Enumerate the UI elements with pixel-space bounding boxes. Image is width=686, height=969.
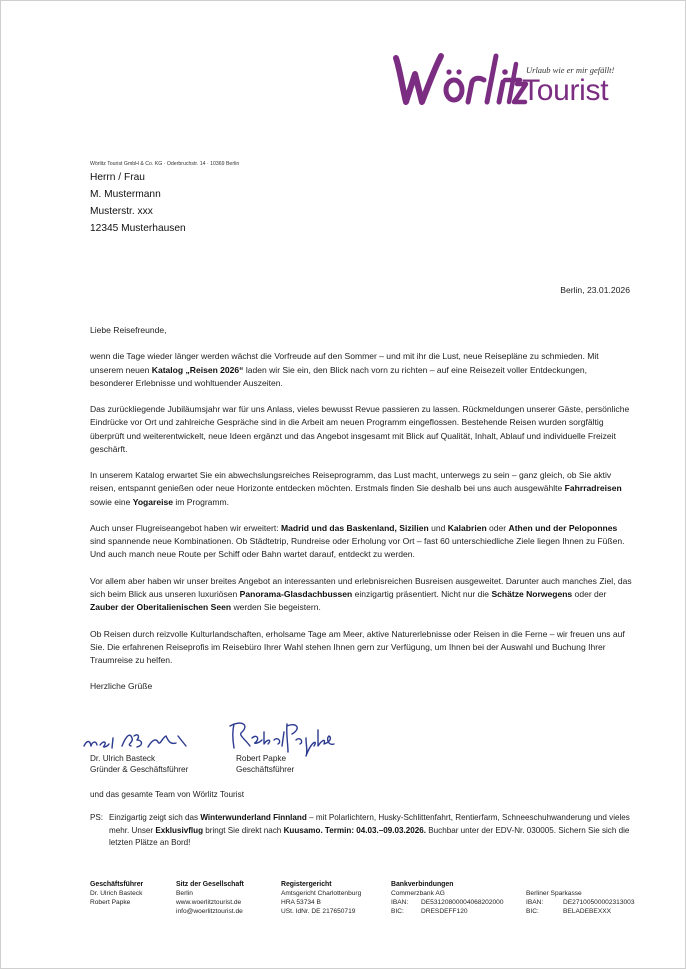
footer-seat: Sitz der Gesellschaft Berlin www.woerlitztourist.de info@woerlitztourist.de <box>176 881 244 916</box>
salutation: Liebe Reisefreunde, <box>90 325 167 335</box>
signer-title: Gründer & Geschäftsführer <box>90 765 189 774</box>
recipient-line: Musterstr. xxx <box>90 206 153 217</box>
recipient-line: M. Mustermann <box>90 189 161 200</box>
catalog-highlight: Katalog „Reisen 2026“ <box>151 364 244 375</box>
closing: Herzliche Grüße <box>90 681 153 692</box>
footer-bank-2: Berliner Sparkasse IBAN: DE27100500002313003 BIC: BELADEBEXXX <box>526 890 635 916</box>
paragraph-3: In unserem Katalog erwartet Sie ein abwechslungsreiches Reiseprogramm, das Lust macht, unterwegs zu sein – ganz gleich, ob Sie aktiv reisen, entspannt genießen oder neue Horizonte entdecken möchten. Erstmals finden Sie deshalb bei uns auch ausgewählte Fahrradreisen sowie eine Yogareise im Programm. <box>90 470 622 507</box>
signer-ulrich-basteck <box>90 753 188 775</box>
ps-label: PS: <box>90 813 104 822</box>
signature-block <box>82 718 382 780</box>
letter-body <box>90 324 632 707</box>
paragraph-4: Auch unser Flugreiseangebot haben wir erweitert: Madrid und das Baskenland, Sizilien und Kalabrien oder Athen und der Peloponnes sind spannende neue Kombinationen. Ob Städtetrip, Rundreise oder Erholung vor Ort – fast 60 unterschiedliche Ziele liegen Ihnen zu Füßen. Und auch manch neue Route per Schiff oder Bahn wartet darauf, entdeckt zu werden. <box>90 522 625 560</box>
letter-date: Berlin, 23.01.2026 <box>560 285 630 295</box>
footer-management: Geschäftsführer Dr. Ulrich Basteck Robert Papke <box>90 881 144 907</box>
logo-tagline: Urlaub wie er mir gefällt! <box>526 65 615 75</box>
sender-address-line: Wörlitz Tourist GmbH & Co. KG · Oderbruchstr. 14 · 10369 Berlin <box>90 161 240 167</box>
footer-bank-1: Bankverbindungen Commerzbank AG IBAN: DE53120800004068202000 BIC: DRESDEFF120 <box>391 881 504 916</box>
paragraph-5: Vor allem aber haben wir unser breites Angebot an interessanten und erlebnisreichen Busreisen ausgeweitet. Darunter auch manches Ziel, das sich beim Blick aus unseren luxuriösen Panorama-Glasdachbussen einzigartig präsentiert. Nicht nur die Schätze Norwegens oder der Zauber der Oberitalienischen Seen werden Sie begeistern. <box>90 575 632 613</box>
website-link: www.woerlitztourist.de <box>176 899 242 907</box>
paragraph-1: wenn die Tage wieder länger werden wächst die Vorfreude auf den Sommer – und mit ihr die Lust, neue Reisepläne zu schmieden. Mit unserem neuen Katalog „Reisen 2026“ laden wir Sie ein, den Blick nach vorn zu richten – auf eine Reisezeit voller Entdeckungen, besonderer Erlebnisse und wohltuender Auszeiten. <box>90 351 599 388</box>
email-link: info@woerlitztourist.de <box>176 908 243 916</box>
recipient-line: Herrn / Frau <box>90 172 145 183</box>
team-line: und das gesamte Team von Wörlitz Tourist <box>90 790 244 799</box>
handwritten-signatures <box>82 718 382 758</box>
signer-robert-papke <box>236 753 294 775</box>
company-logo <box>386 50 636 112</box>
paragraph-2: Das zurückliegende Jubiläumsjahr war für uns Anlass, vieles bewusst Revue passieren zu lassen. Rückmeldungen unserer Gäste, persönliche Eindrücke vor Ort und zahlreiche Gespräche sind in die Arbeit am neuen Programm eingeflossen. Bestehende Reisen wurden sorgfältig überprüft und weiterentwickelt, neue Ideen ergänzt und das Angebot insgesamt mit Blick auf Qualität, Inhalt, Ablauf und individuelle Freizeit geschärft. <box>90 404 630 454</box>
footer-register: Registergericht Amtsgericht Charlottenburg HRA 53734 B USt. IdNr. DE 217650719 <box>281 881 362 916</box>
recipient-address <box>90 169 186 237</box>
recipient-line: 12345 Musterhausen <box>90 223 186 234</box>
paragraph-6: Ob Reisen durch reizvolle Kulturlandschaften, erholsame Tage am Meer, aktive Naturerlebnisse oder Reisen in die Ferne – wir freuen uns auf Sie. Die erfahrenen Reiseprofis im Reisebüro Ihrer Wahl stehen Ihnen gern zur Verfügung, um Ihnen bei der Auswahl und Buchung Ihrer Traumreise zu helfen. <box>90 628 625 665</box>
logo-brand-word: Tourist <box>522 74 609 107</box>
signer-title: Geschäftsführer <box>236 765 295 774</box>
ps-text: Einzigartig zeigt sich das Winterwunderland Finnland – mit Polarlichtern, Husky-Schlittenfahrt, Rentierfarm, Schneeschuhwanderung und vieles mehr. Unser Exklusivflug bringt Sie direkt nach Kuusamo. Termin: 04.03.–09.03.2026. Buchbar unter der EDV-Nr. 030005. Sichern Sie sich die letzten Plätze an Bord! <box>109 813 630 848</box>
signer-name: Robert Papke <box>236 754 287 763</box>
signer-name: Dr. Ulrich Basteck <box>90 754 156 763</box>
